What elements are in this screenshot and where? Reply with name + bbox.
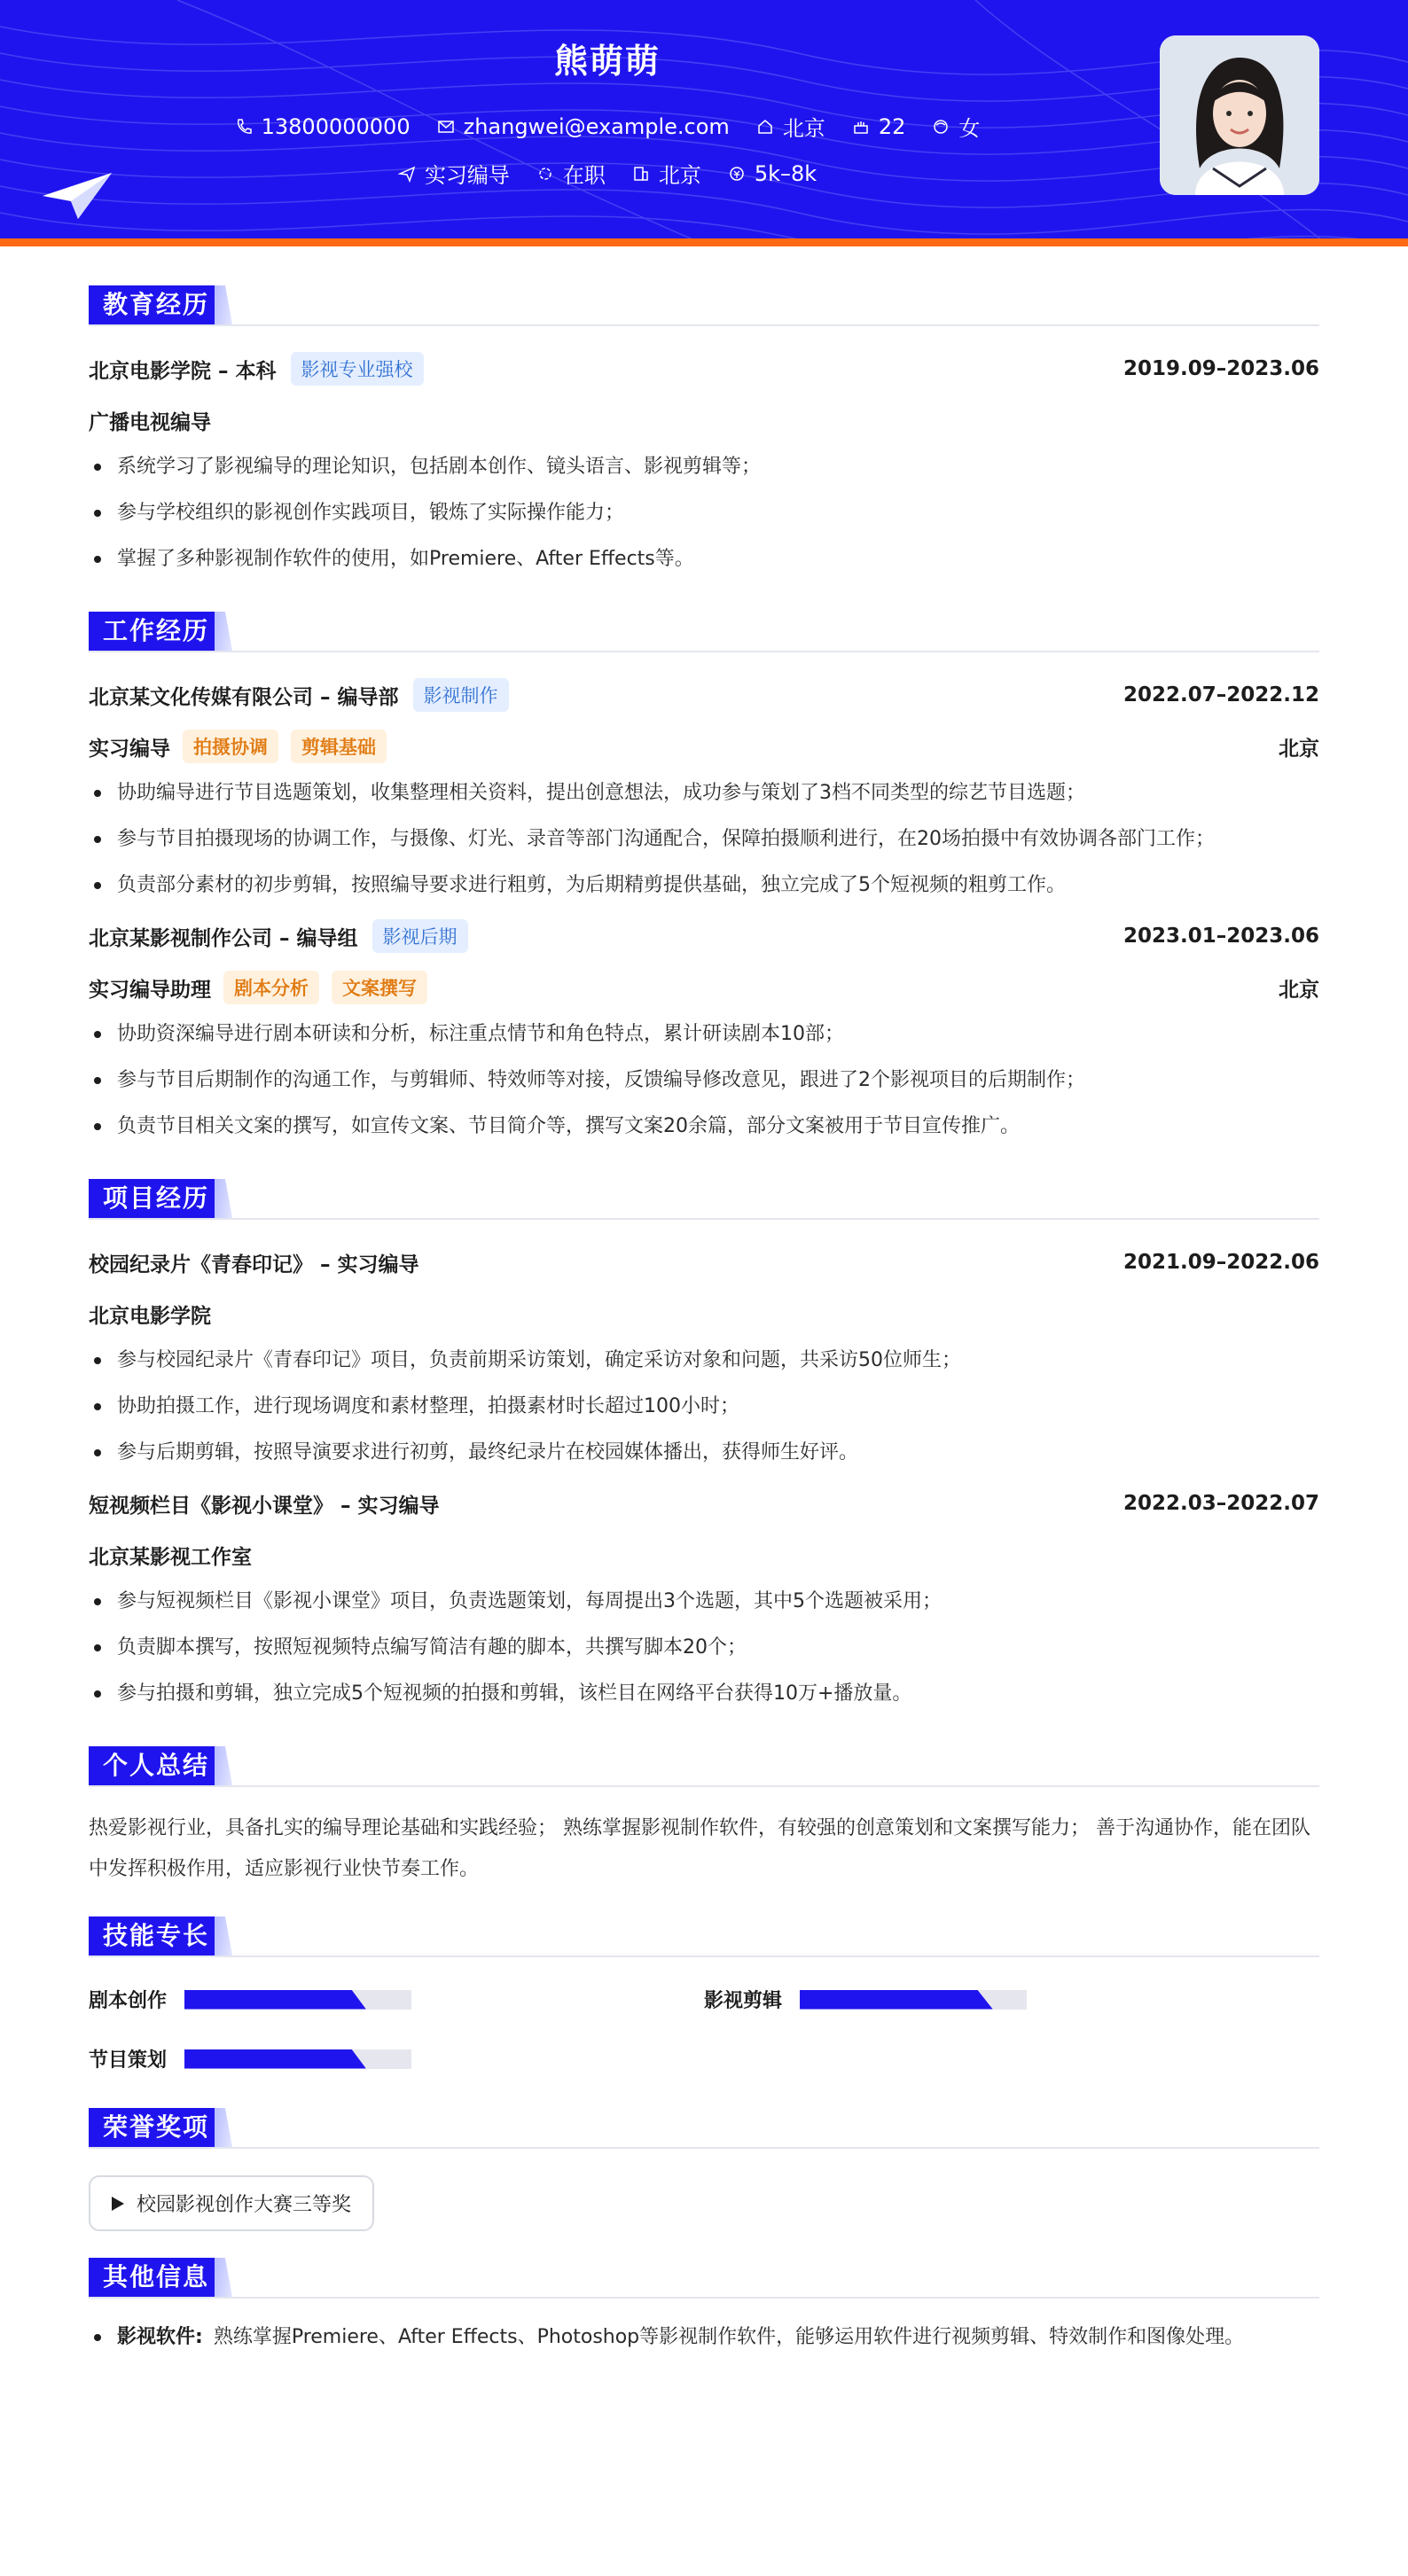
home-icon [756, 118, 774, 136]
award-item [89, 2175, 374, 2231]
section-title: 教育经历 [89, 285, 223, 324]
project-section-header [89, 1179, 1319, 1220]
section-title-tail [215, 2108, 232, 2147]
work-city: 北京 [1279, 737, 1319, 761]
honors-section-header [89, 2108, 1319, 2149]
skill-bar-fill [184, 1990, 366, 2010]
list-item: 负责部分素材的初步剪辑，按照编导要求进行粗剪，为后期精剪提供基础，独立完成了5个短视频的粗剪工作。 [89, 870, 1319, 901]
target-city-item [632, 158, 701, 189]
work-date: 2022.07–2022.12 [1122, 683, 1319, 706]
project-entry [89, 1487, 1319, 1519]
play-icon [112, 2197, 124, 2211]
section-divider [89, 1785, 1319, 1787]
school-tag: 影视专业强校 [291, 352, 424, 386]
project-name: 校园纪录片《青春印记》 – 实习编导 [89, 1253, 419, 1276]
summary-text: 热爱影视行业，具备扎实的编导理论基础和实践经验； 熟练掌握影视制作软件，有较强的创意策划和文案撰写能力； 善于沟通协作，能在团队中发挥积极作用，适应影视行业快节奏工作。 [89, 1817, 1310, 1880]
gender-item [932, 111, 980, 142]
skill-bar [184, 1990, 411, 2010]
list-item: 参与短视频栏目《影视小课堂》项目，负责选题策划，每周提出3个选题，其中5个选题被采用； [89, 1587, 1319, 1617]
project-org: 北京电影学院 [89, 1304, 211, 1328]
mail-icon [437, 118, 455, 136]
section-title: 其他信息 [89, 2258, 223, 2297]
section-title: 个人总结 [89, 1746, 223, 1785]
age-item [852, 111, 906, 142]
list-item: 参与校园纪录片《青春印记》项目，负责前期采访策划，确定采访对象和问题，共采访50位师生； [89, 1346, 1319, 1376]
education-bullets [89, 452, 1319, 574]
section-divider [89, 1955, 1319, 1957]
list-item: 负责脚本撰写，按照短视频特点编写简洁有趣的脚本，共撰写脚本20个； [89, 1633, 1319, 1663]
company-tag: 影视后期 [372, 919, 468, 953]
candidate-name: 熊萌萌 [553, 42, 661, 81]
gender-icon [932, 118, 950, 136]
job-text: 实习编导 [424, 163, 510, 188]
work-entry [89, 679, 1319, 711]
contact-row [0, 111, 1215, 142]
work-bullets [89, 778, 1319, 901]
skill-bar [800, 1990, 1027, 2010]
header-accent-line [0, 238, 1408, 246]
skill-tag: 剧本分析 [223, 971, 319, 1004]
section-divider [89, 2147, 1319, 2149]
list-item: 系统学习了影视编导的理论知识，包括剧本创作、镜头语言、影视剪辑等； [89, 452, 1319, 482]
other-label: 影视软件: [117, 2326, 203, 2348]
coin-icon [728, 165, 746, 183]
education-date: 2019.09–2023.06 [1122, 357, 1319, 380]
skill-name: 影视剪辑 [704, 1990, 783, 2012]
resume-body [0, 285, 1408, 2357]
skill-tag: 拍摄协调 [183, 730, 278, 763]
gender-text: 女 [958, 116, 981, 141]
section-title-tail [215, 612, 232, 651]
list-item: 负责节目相关文案的撰写，如宣传文案、节目简介等，撰写文案20余篇，部分文案被用于节目宣传推广。 [89, 1112, 1319, 1142]
section-divider [89, 2297, 1319, 2299]
skill-name: 节目策划 [89, 2049, 168, 2072]
avatar-portrait [1160, 35, 1319, 195]
section-divider [89, 1218, 1319, 1220]
skill-bar [184, 2049, 411, 2069]
section-title: 技能专长 [89, 1916, 223, 1955]
status-item [536, 158, 606, 189]
skill-list [89, 1986, 1319, 2073]
project-org: 北京某影视工作室 [89, 1545, 252, 1569]
job-item [398, 158, 510, 189]
skill-tag: 文案撰写 [332, 971, 427, 1004]
role: 实习编导助理 [89, 978, 211, 1002]
project-bullets [89, 1587, 1319, 1709]
list-item [89, 2318, 1319, 2357]
list-item: 参与节目拍摄现场的协调工作，与摄像、灯光、录音等部门沟通配合，保障拍摄顺利进行，在20场拍摄中有效协调各部门工作； [89, 824, 1319, 855]
phone-icon [235, 118, 253, 136]
skill-item [89, 2045, 704, 2073]
cake-icon [852, 118, 870, 136]
section-title: 荣誉奖项 [89, 2108, 223, 2147]
section-title: 项目经历 [89, 1179, 223, 1218]
salary-item [728, 158, 817, 189]
section-divider [89, 651, 1319, 652]
project-date: 2022.03–2022.07 [1122, 1492, 1319, 1515]
list-item: 参与学校组织的影视创作实践项目，锻炼了实际操作能力； [89, 498, 1319, 528]
other-section-header [89, 2258, 1319, 2299]
work-section-header [89, 612, 1319, 652]
skills-section-header [89, 1916, 1319, 1957]
major: 广播电视编导 [89, 410, 211, 434]
send-icon [398, 165, 416, 183]
skill-bar-fill [800, 1990, 993, 2010]
list-item: 协助编导进行节目选题策划，收集整理相关资料，提出创意想法，成功参与策划了3档不同类型的综艺节目选题； [89, 778, 1319, 808]
work-bullets [89, 1019, 1319, 1142]
work-date: 2023.01–2023.06 [1122, 925, 1319, 948]
role: 实习编导 [89, 737, 170, 761]
project-bullets [89, 1346, 1319, 1468]
company-name: 北京某文化传媒有限公司 – 编导部 [89, 685, 399, 709]
company-tag: 影视制作 [413, 678, 509, 712]
section-title-tail [215, 285, 232, 324]
skill-item [704, 1986, 1319, 2013]
school-name: 北京电影学院 – 本科 [89, 359, 277, 383]
project-name: 短视频栏目《影视小课堂》 – 实习编导 [89, 1494, 440, 1518]
list-item: 协助拍摄工作，进行现场调度和素材整理，拍摄素材时长超过100小时； [89, 1392, 1319, 1422]
status-icon [536, 165, 554, 183]
company-name: 北京某影视制作公司 – 编导组 [89, 926, 358, 950]
phone-text: 13800000000 [261, 113, 411, 139]
project-entry [89, 1246, 1319, 1278]
job-row [0, 158, 1215, 189]
email-text: zhangwei@example.com [463, 113, 730, 139]
age-text: 22 [878, 113, 906, 139]
project-date: 2021.09–2022.06 [1122, 1251, 1319, 1274]
list-item: 参与节目后期制作的沟通工作，与剪辑师、特效师等对接，反馈编导修改意见，跟进了2个影视项目的后期制作； [89, 1066, 1319, 1096]
skill-bar-fill [184, 2049, 366, 2069]
list-item: 掌握了多种影视制作软件的使用，如Premiere、After Effects等。 [89, 544, 1319, 574]
resume-header [0, 0, 1408, 246]
other-text: 熟练掌握Premiere、After Effects、Photoshop等影视制作软件，能够运用软件进行视频剪辑、特效制作和图像处理。 [213, 2326, 1245, 2348]
city-text: 北京 [782, 116, 825, 141]
summary-section-header [89, 1746, 1319, 1787]
section-divider [89, 324, 1319, 326]
skill-item [89, 1986, 704, 2013]
skill-name: 剧本创作 [89, 1990, 168, 2012]
work-city: 北京 [1279, 978, 1319, 1002]
section-title-tail [215, 1916, 232, 1955]
target-city-text: 北京 [658, 163, 701, 188]
list-item: 参与拍摄和剪辑，独立完成5个短视频的拍摄和剪辑，该栏目在网络平台获得10万+播放量。 [89, 1679, 1319, 1709]
avatar [1160, 35, 1319, 195]
education-entry [89, 353, 1319, 385]
phone-item [235, 111, 411, 142]
city-item [756, 111, 825, 142]
section-title: 工作经历 [89, 612, 223, 651]
section-title-tail [215, 1179, 232, 1218]
section-title-tail [215, 1746, 232, 1785]
section-title-tail [215, 2258, 232, 2297]
salary-text: 5k–8k [754, 160, 817, 186]
list-item: 参与后期剪辑，按照导演要求进行初剪，最终纪录片在校园媒体播出，获得师生好评。 [89, 1438, 1319, 1468]
list-item: 协助资深编导进行剧本研读和分析，标注重点情节和角色特点，累计研读剧本10部； [89, 1019, 1319, 1050]
status-text: 在职 [562, 163, 606, 188]
award-text: 校园影视创作大赛三等奖 [137, 2194, 352, 2216]
work-entry [89, 920, 1319, 952]
email-item [437, 111, 730, 142]
skill-tag: 剪辑基础 [291, 730, 387, 763]
other-info-list [89, 2318, 1319, 2357]
building-icon [632, 165, 650, 183]
education-section-header [89, 285, 1319, 326]
